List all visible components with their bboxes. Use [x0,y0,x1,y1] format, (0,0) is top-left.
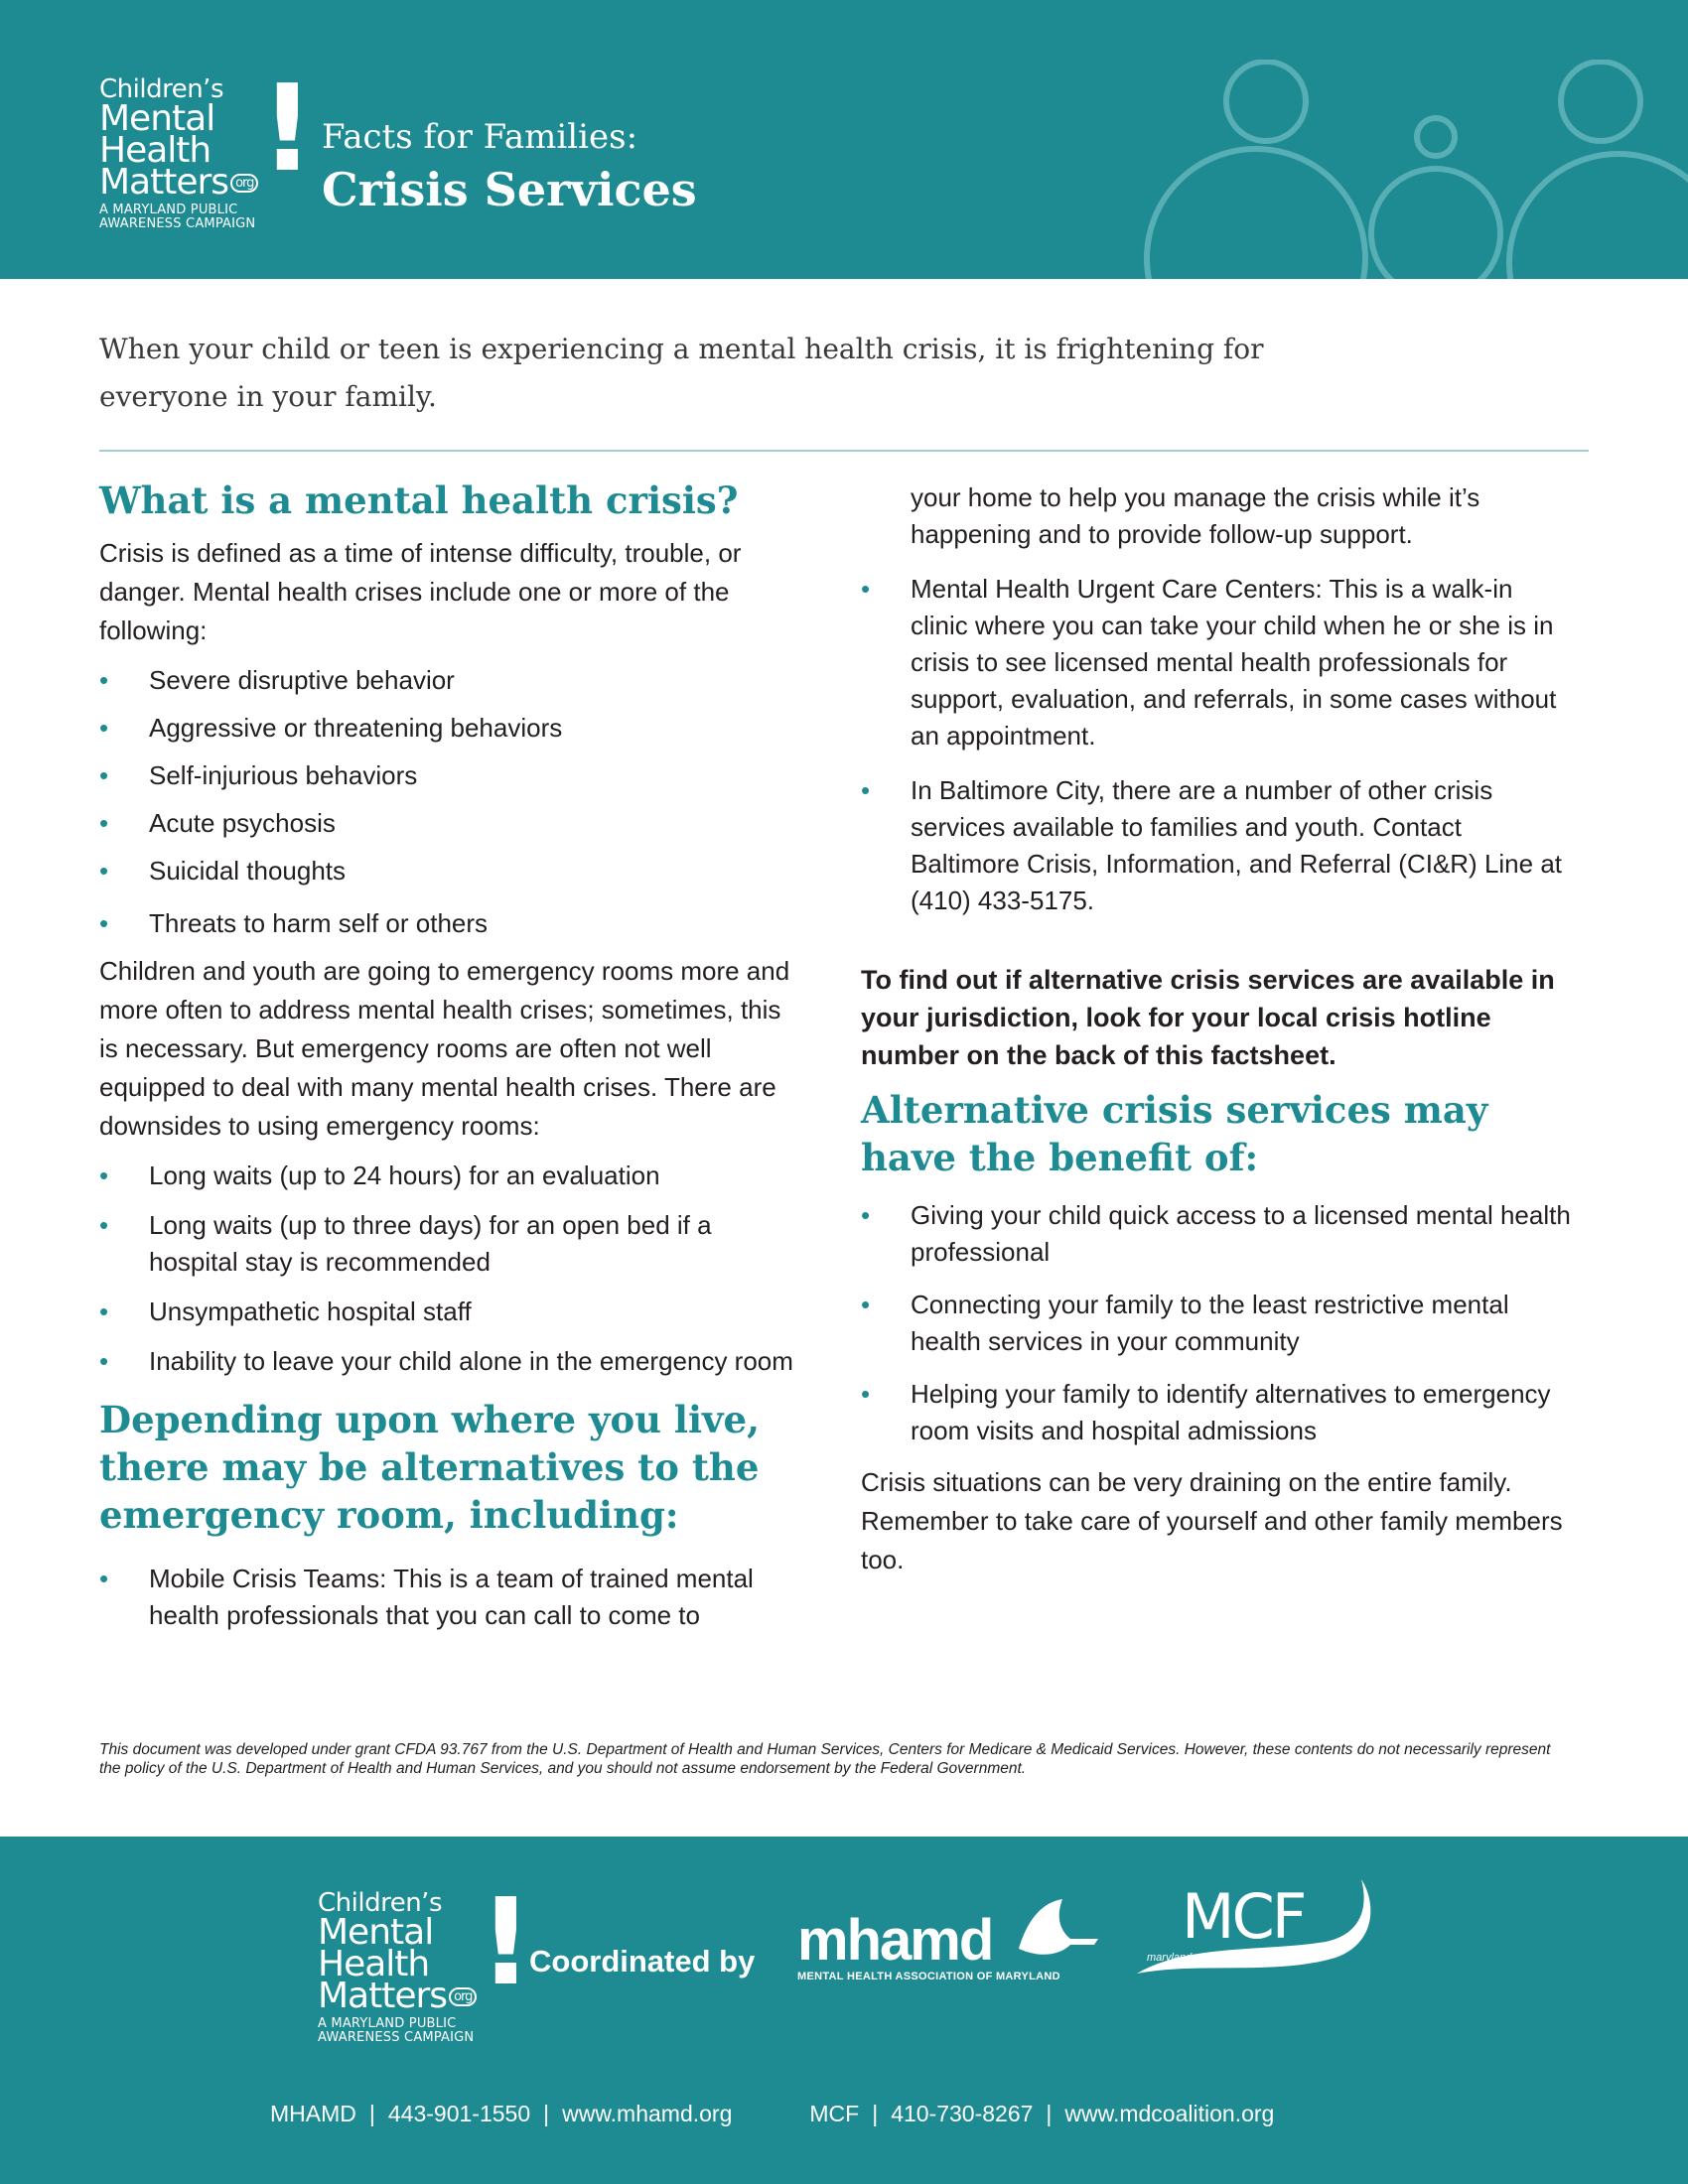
bullet-icon: • [99,856,109,886]
cmhm-logo [99,61,315,231]
logo-line: Matters [318,1976,448,2016]
bullet-icon: • [861,775,871,805]
section-heading: Depending upon where you live, there may be alternatives to the emergency room, including: [99,1398,760,1537]
separator: | [368,2101,375,2126]
mcf-website: www.mdcoalition.org [1064,2101,1275,2126]
family-circles-icon [1132,60,1688,279]
separator: | [872,2101,879,2126]
logo-line: Matters [99,162,229,203]
bullet-icon: • [99,665,109,695]
bullet-icon: • [99,1210,109,1240]
list-item: • Aggressive or threatening behaviors [99,710,814,747]
list-item-continued: your home to help you manage the crisis while it’s happening and to provide follow-up support. [911,482,1480,549]
bullet-icon: • [99,908,109,938]
list-item: • Acute psychosis [99,805,814,842]
mhamd-tagline: MENTAL HEALTH ASSOCIATION OF MARYLAND [797,1971,1060,1982]
exclamation-icon: ! [260,61,315,199]
bullet-icon: • [99,1346,109,1376]
mcf-wordmark: MCF [1182,1880,1305,1953]
logo-org-badge: org [230,174,258,193]
left-column [99,475,814,1634]
mcf-phone: 410-730-8267 [891,2101,1034,2126]
list-item: • Connecting your family to the least restrictive mental health services in your community [861,1287,1576,1360]
logo-line: Children’s [99,74,223,104]
bullet-icon: • [861,1200,871,1230]
bullet-icon: • [99,1297,109,1326]
list-item: • Threats to harm self or others [99,905,814,942]
mhamd-website: www.mhamd.org [562,2101,733,2126]
cmhm-logo [318,1874,533,2045]
logo-line: Mental [99,98,215,139]
logo-tagline: AWARENESS CAMPAIGN [99,216,256,231]
contact-line [270,2101,1274,2127]
mhamd-logo [797,1908,1060,1982]
header-kicker: Facts for Families: [322,117,638,157]
right-column [861,479,1596,1579]
bird-icon [1011,1899,1100,1977]
logo-tagline: A MARYLAND PUBLIC [318,2016,457,2031]
logo-tagline: AWARENESS CAMPAIGN [318,2030,475,2045]
alternatives-list-continued [861,479,1576,919]
list-item: • Helping your family to identify alternatives to emergency room visits and hospital admissions [861,1376,1576,1449]
list-item: • Self-injurious behaviors [99,757,814,794]
bullet-icon: • [861,1290,871,1319]
intro-paragraph: When your child or teen is experiencing a mental health crisis, it is frightening for everyone in your family. [99,333,1264,413]
list-item: • Severe disruptive behavior [99,662,814,699]
bullet-icon: • [99,1564,109,1593]
list-item: • Unsympathetic hospital staff [99,1294,794,1330]
logo-line: Health [99,130,211,171]
list-item: • Suicidal thoughts [99,853,814,889]
callout-text: To find out if alternative crisis services are available in your jurisdiction, look for your local crisis hotline number on the back of this factsheet. [861,965,1555,1070]
bullet-icon: • [861,1379,871,1409]
logo-tagline: A MARYLAND PUBLIC [99,203,238,217]
list-item: • Mental Health Urgent Care Centers: This is a walk-in clinic where you can take your child when he or she is in crisis to see licensed mental health professionals for support, evaluation, and referrals, in some cases without an appointment. [861,571,1576,754]
logo-line: Mental [318,1912,434,1953]
separator: | [543,2101,550,2126]
page-title: Crisis Services [322,163,697,216]
section-heading: What is a mental health crisis? [99,478,739,522]
mcf-logo [1127,1874,1385,1983]
crisis-list [99,662,814,942]
alternatives-list [99,1561,814,1634]
mhamd-phone: 443-901-1550 [387,2101,531,2126]
logo-org-badge: org [449,1987,477,2006]
separator: | [1046,2101,1053,2126]
benefits-list [861,1197,1576,1449]
bullet-icon: • [99,713,109,743]
bullet-icon: • [99,808,109,838]
list-item: • Long waits (up to 24 hours) for an evaluation [99,1158,794,1194]
exclamation-icon: ! [479,1874,533,2012]
coordinated-by-label: Coordinated by [529,1944,756,1979]
list-item: • Inability to leave your child alone in the emergency room [99,1343,794,1380]
bullet-icon: • [99,1160,109,1190]
list-item: • In Baltimore City, there are a number of other crisis services available to families and youth. Contact Baltimore Crisis, Information, and Referral (CI&R) Line at (410) 433-5175. [861,772,1576,919]
mhamd-wordmark: mhamd [797,1908,993,1973]
logo-line: Health [318,1944,430,1984]
section-heading: Alternative crisis services may have the benefit of: [861,1088,1488,1179]
mcf-name: MCF [809,2101,860,2126]
body-paragraph: Children and youth are going to emergency rooms more and more often to address mental health crises; sometimes, this is necessary. But emergency rooms are often not well equipped to deal with many mental health crises. There are downsides to using emergency rooms: [99,956,790,1141]
list-item: • Long waits (up to three days) for an open bed if a hospital stay is recommended [99,1207,794,1281]
body-paragraph: Crisis is defined as a time of intense difficulty, trouble, or danger. Mental health crises include one or more of the following: [99,538,742,645]
list-item: • Mobile Crisis Teams: This is a team of trained mental health professionals that you can call to come to [99,1561,814,1634]
mhamd-name: MHAMD [270,2101,356,2126]
mcf-tagline: maryland coalition of families [1147,1952,1288,1964]
footer-banner [0,1837,1688,2184]
bullet-icon: • [99,760,109,790]
body-paragraph: Crisis situations can be very draining on the entire family. Remember to take care of yourself and other family members too. [861,1467,1563,1574]
downsides-list [99,1158,794,1380]
bullet-icon: • [861,574,871,604]
divider [99,450,1589,452]
logo-line: Children’s [318,1888,442,1918]
list-item: • Giving your child quick access to a licensed mental health professional [861,1197,1576,1271]
disclaimer: This document was developed under grant CFDA 93.767 from the U.S. Department of Health and Human Services, Centers for Medicare & Medicaid Services. However, these contents do not necessarily represent the policy of the U.S. Department of Health and Human Services, and you should not assume endorsement by the Federal Government. [99,1741,1551,1777]
